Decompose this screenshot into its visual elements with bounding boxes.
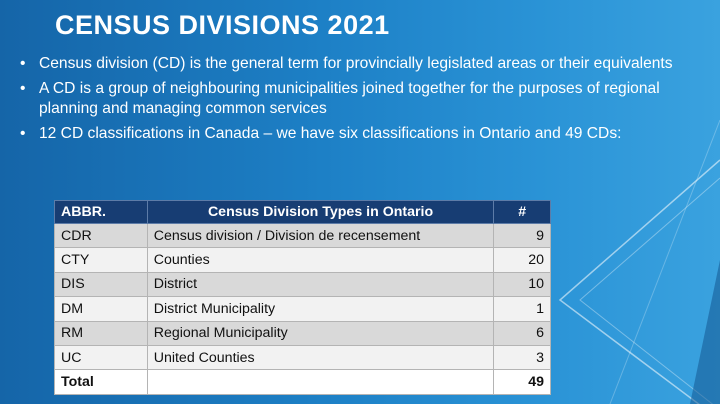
cell-count: 3 <box>494 345 551 369</box>
cell-type: Census division / Division de recensement <box>147 224 494 248</box>
bullet-item <box>20 79 700 119</box>
cell-abbr: UC <box>55 345 148 369</box>
cell-abbr: CTY <box>55 248 148 272</box>
table-row <box>55 224 551 248</box>
cell-abbr: DM <box>55 297 148 321</box>
bullet-text: Census division (CD) is the general term for provincially legislated areas or their equivalents <box>39 55 673 72</box>
cell-count: 20 <box>494 248 551 272</box>
bullet-marker: • <box>20 80 26 97</box>
table-row <box>55 345 551 369</box>
header-count: # <box>494 201 551 224</box>
bullet-text: A CD is a group of neighbouring municipalities joined together for the purposes of regional planning and managing common services <box>39 80 660 117</box>
cell-type: District Municipality <box>147 297 494 321</box>
cell-type: United Counties <box>147 345 494 369</box>
cell-count: 10 <box>494 272 551 296</box>
table-row <box>55 272 551 296</box>
table-row <box>55 297 551 321</box>
bullet-marker: • <box>20 55 26 72</box>
header-abbr: ABBR. <box>55 201 148 224</box>
total-type <box>147 370 494 394</box>
slide-title: CENSUS DIVISIONS 2021 <box>55 10 390 40</box>
cell-count: 1 <box>494 297 551 321</box>
census-division-table <box>54 200 551 395</box>
bullet-item <box>20 124 700 144</box>
total-count: 49 <box>494 370 551 394</box>
cell-type: District <box>147 272 494 296</box>
bullet-list <box>20 54 700 149</box>
table-row <box>55 248 551 272</box>
header-type: Census Division Types in Ontario <box>147 201 494 224</box>
bullet-item <box>20 54 700 74</box>
cell-count: 9 <box>494 224 551 248</box>
table-total-row <box>55 370 551 394</box>
total-label: Total <box>55 370 148 394</box>
cell-type: Regional Municipality <box>147 321 494 345</box>
table-header-row <box>55 201 551 224</box>
cell-abbr: RM <box>55 321 148 345</box>
bullet-text: 12 CD classifications in Canada – we have six classifications in Ontario and 49 CDs: <box>39 125 622 142</box>
cell-count: 6 <box>494 321 551 345</box>
bullet-marker: • <box>20 125 26 142</box>
cell-abbr: CDR <box>55 224 148 248</box>
table-row <box>55 321 551 345</box>
cell-abbr: DIS <box>55 272 148 296</box>
cell-type: Counties <box>147 248 494 272</box>
